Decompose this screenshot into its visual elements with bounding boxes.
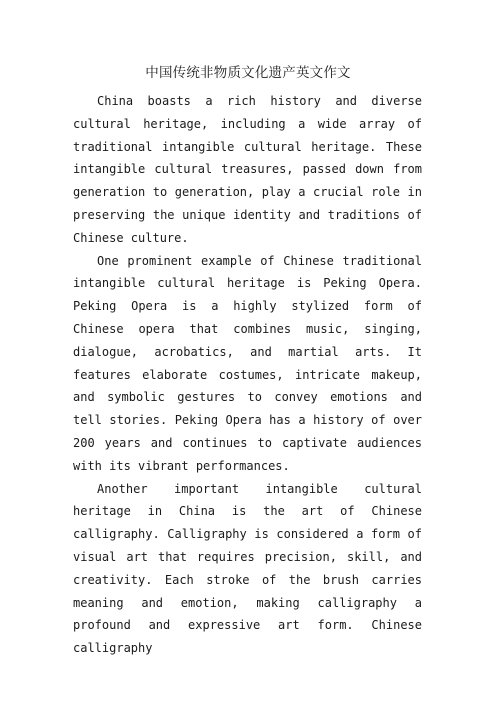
paragraph-calligraphy: Another important intangible cultural heritage in China is the art of Chinese calligraphy. Calligraphy is considered a form of visual art that requires precision, skill, and creativity. Each stroke of the brush carries meaning and emotion, making calligraphy a profound and expressive art form. Chinese calligraphy <box>73 481 422 656</box>
document-title: 中国传统非物质文化遗产英文作文 <box>145 65 351 81</box>
paragraph-intro: China boasts a rich history and diverse cultural heritage, including a wide array of traditional intangible cultural heritage. These intangible cultural treasures, passed down from generation to generation, play a crucial role in preserving the unique identity and traditions of Chinese culture. <box>73 94 422 245</box>
paragraph-peking-opera: One prominent example of Chinese traditional intangible cultural heritage is Peking Opera. Peking Opera is a highly stylized form of Chinese opera that combines music, singing, dialogue, acrobatics, and martial arts. It features elaborate costumes, intricate makeup, and symbolic gestures to convey emotions and tell stories. Peking Opera has a history of over 200 years and continues to captivate audiences with its vibrant performances. <box>73 253 422 473</box>
document-body <box>73 90 422 660</box>
